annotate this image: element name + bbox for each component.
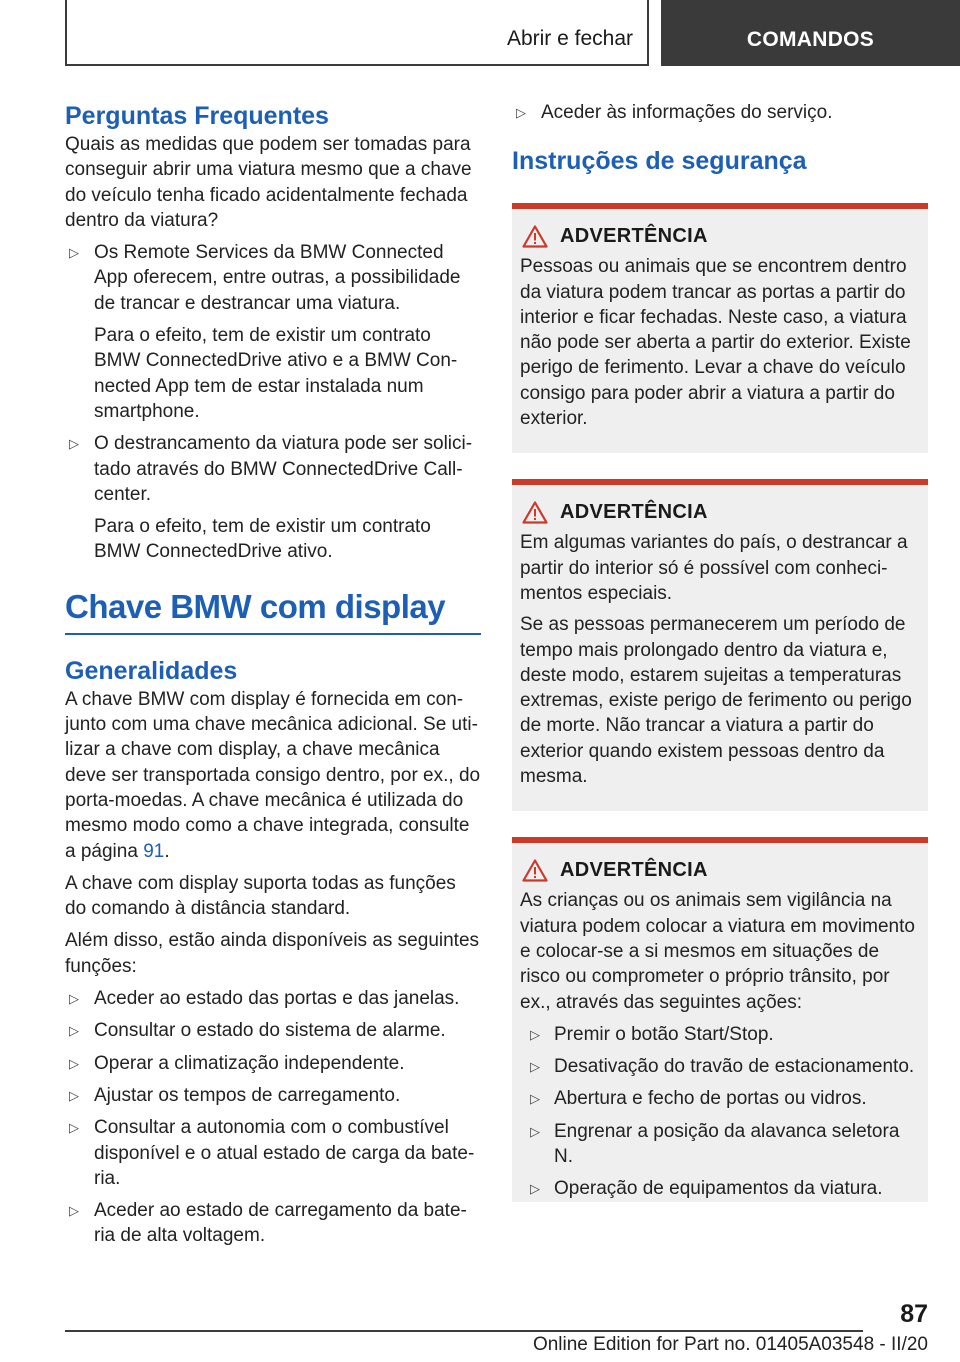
list-item-text: Engrenar a posição da alavanca seletora N. [554, 1120, 900, 1168]
list-item-text: Aceder às informações do serviço. [541, 102, 833, 123]
faq-question: Quais as medidas que podem ser tomadas para conseguir abrir uma viatura mesmo que a chave do veículo tenha ficado acidentalmente fechada dentro da viatura? [65, 134, 472, 231]
warning-triangle-icon [522, 859, 548, 882]
functions-list [65, 986, 481, 1249]
warning-triangle-icon [522, 225, 548, 248]
triangle-bullet-icon: ▷ [69, 1023, 79, 1039]
warning-box [512, 203, 928, 453]
left-column [65, 100, 481, 1249]
warning-title: ADVERTÊNCIA [560, 501, 708, 524]
warning-text: As crianças ou os animais sem vigilância na viatura podem colocar a viatura em movimento e colocar-se a si mesmos em situações de risco ou comprometer o próprio trânsito, por ex., através das seguintes ações: [520, 890, 915, 1013]
triangle-bullet-icon: ▷ [516, 105, 526, 120]
triangle-bullet-icon: ▷ [69, 1120, 79, 1136]
chapter-title: COMANDOS [746, 28, 875, 51]
list-item-text: Aceder ao estado das portas e das janelas. [94, 988, 460, 1010]
triangle-bullet-icon: ▷ [69, 245, 79, 261]
list-item-note: Para o efeito, tem de existir um contrato BMW ConnectedDrive ativo e a BMW Connected App tem de estar instalada num smartphone. [94, 325, 458, 422]
page-header [0, 0, 960, 66]
triangle-bullet-icon: ▷ [69, 436, 79, 452]
footer-edition: Online Edition for Part no. 01405A03548 - II/20 [532, 1334, 928, 1355]
triangle-bullet-icon: ▷ [69, 991, 79, 1007]
list-item [65, 431, 481, 564]
list-item-text: Consultar a autonomia com o combustível disponível e o atual estado de carga da bateria. [94, 1117, 475, 1189]
chapter-heading-block [65, 587, 481, 635]
list-item [65, 1051, 481, 1076]
section-tab [65, 0, 649, 66]
page-number: 87 [900, 1300, 928, 1328]
list-item [65, 986, 481, 1011]
general-paragraph-3: Além disso, estão ainda disponíveis as seguintes funções: [65, 930, 480, 977]
warning-text: Se as pessoas permanecerem um período de tempo mais prolongado dentro da viatura e, deste modo, estarem sujeitas a temperaturas extremas, existe perigo de ferimento ou perigo de morte. Não trancar a viatura a partir do exterior quando existem pessoas dentro da mesma. [520, 614, 912, 788]
warning-title: ADVERTÊNCIA [560, 859, 708, 882]
warning-text: Pessoas ou animais que se encontrem dentro da viatura podem trancar as portas a partir do interior e ficar fechadas. Neste caso, a viatura não pode ser aberta a partir do exterior. Existe perigo de ferimento. Levar a chave do veículo consigo para poder abrir a viatura a partir do exterior. [520, 256, 911, 430]
list-item-text: Abertura e fecho de portas ou vidros. [554, 1088, 867, 1110]
chapter-tab [661, 0, 960, 66]
list-item-text: Operar a climatização independente. [94, 1052, 405, 1074]
warning-text: Em algumas variantes do país, o destrancar a partir do interior só é possível com conhecimentos especiais. [520, 532, 908, 604]
triangle-bullet-icon: ▷ [530, 1026, 540, 1042]
triangle-bullet-icon: ▷ [69, 1087, 79, 1103]
chapter-heading: Chave BMW com display [65, 587, 446, 625]
general-paragraph-2: A chave com display suporta todas as funções do comando à distância standard. [65, 872, 456, 920]
faq-list [65, 240, 481, 565]
general-paragraph-1 [65, 687, 481, 864]
list-item [520, 1086, 920, 1111]
service-list [512, 100, 928, 125]
list-item-text: Operação de equipamentos da viatura. [554, 1178, 883, 1200]
list-item [65, 1115, 481, 1191]
list-item [65, 1083, 481, 1108]
triangle-bullet-icon: ▷ [530, 1123, 540, 1139]
page-link[interactable]: 91 [143, 840, 165, 862]
list-item-text: Desativação do travão de estacionamento. [554, 1056, 915, 1078]
warning-box [512, 837, 928, 1201]
list-item-note: Para o efeito, tem de existir um contrato BMW ConnectedDrive ativo. [94, 516, 431, 563]
safety-heading: Instruções de segurança [512, 147, 807, 176]
triangle-bullet-icon: ▷ [69, 1055, 79, 1071]
list-item [65, 1018, 481, 1043]
list-item-text: Premir o botão Start/Stop. [554, 1023, 774, 1045]
list-item [512, 100, 928, 125]
warning-title: ADVERTÊNCIA [560, 225, 708, 248]
warning-triangle-icon [522, 501, 548, 524]
warning-header [522, 859, 920, 882]
list-item [65, 1198, 481, 1249]
warning-header [522, 501, 920, 524]
list-item [520, 1176, 920, 1201]
list-item [520, 1054, 920, 1079]
list-item [520, 1022, 920, 1047]
list-item-text: Aceder ao estado de carregamento da bateria de alta voltagem. [94, 1200, 467, 1247]
triangle-bullet-icon: ▷ [530, 1091, 540, 1107]
warning-header [522, 225, 920, 248]
paragraph-text: A chave BMW com display é fornecida em conjunto com uma chave mecânica adicional. Se utilizar a chave com display, a chave mecânica deve ser transportada consigo dentro, por ex., do porta-moedas. A chave mecânica é utilizada do mesmo modo como a chave integrada, consulte a página [65, 688, 481, 862]
warning-actions-list [520, 1022, 920, 1202]
faq-heading: Perguntas Frequentes [65, 102, 329, 130]
triangle-bullet-icon: ▷ [530, 1059, 540, 1075]
triangle-bullet-icon: ▷ [69, 1203, 79, 1219]
paragraph-text: . [164, 840, 170, 862]
triangle-bullet-icon: ▷ [530, 1181, 540, 1197]
list-item [520, 1119, 920, 1170]
list-item-text: Ajustar os tempos de carregamento. [94, 1084, 401, 1106]
section-title: Abrir e fechar [506, 27, 633, 50]
footer-divider [65, 1330, 863, 1332]
list-item-text: Os Remote Services da BMW Connected App oferecem, entre outras, a possibilidade de trancar e destrancar uma viatura. [94, 242, 461, 314]
list-item [65, 240, 481, 424]
list-item-text: Consultar o estado do sistema de alarme. [94, 1020, 446, 1042]
warning-box [512, 479, 928, 811]
right-column [512, 100, 928, 1202]
list-item-text: O destrancamento da viatura pode ser solicitado através do BMW ConnectedDrive Callcenter. [94, 433, 473, 505]
general-heading: Generalidades [65, 656, 238, 685]
